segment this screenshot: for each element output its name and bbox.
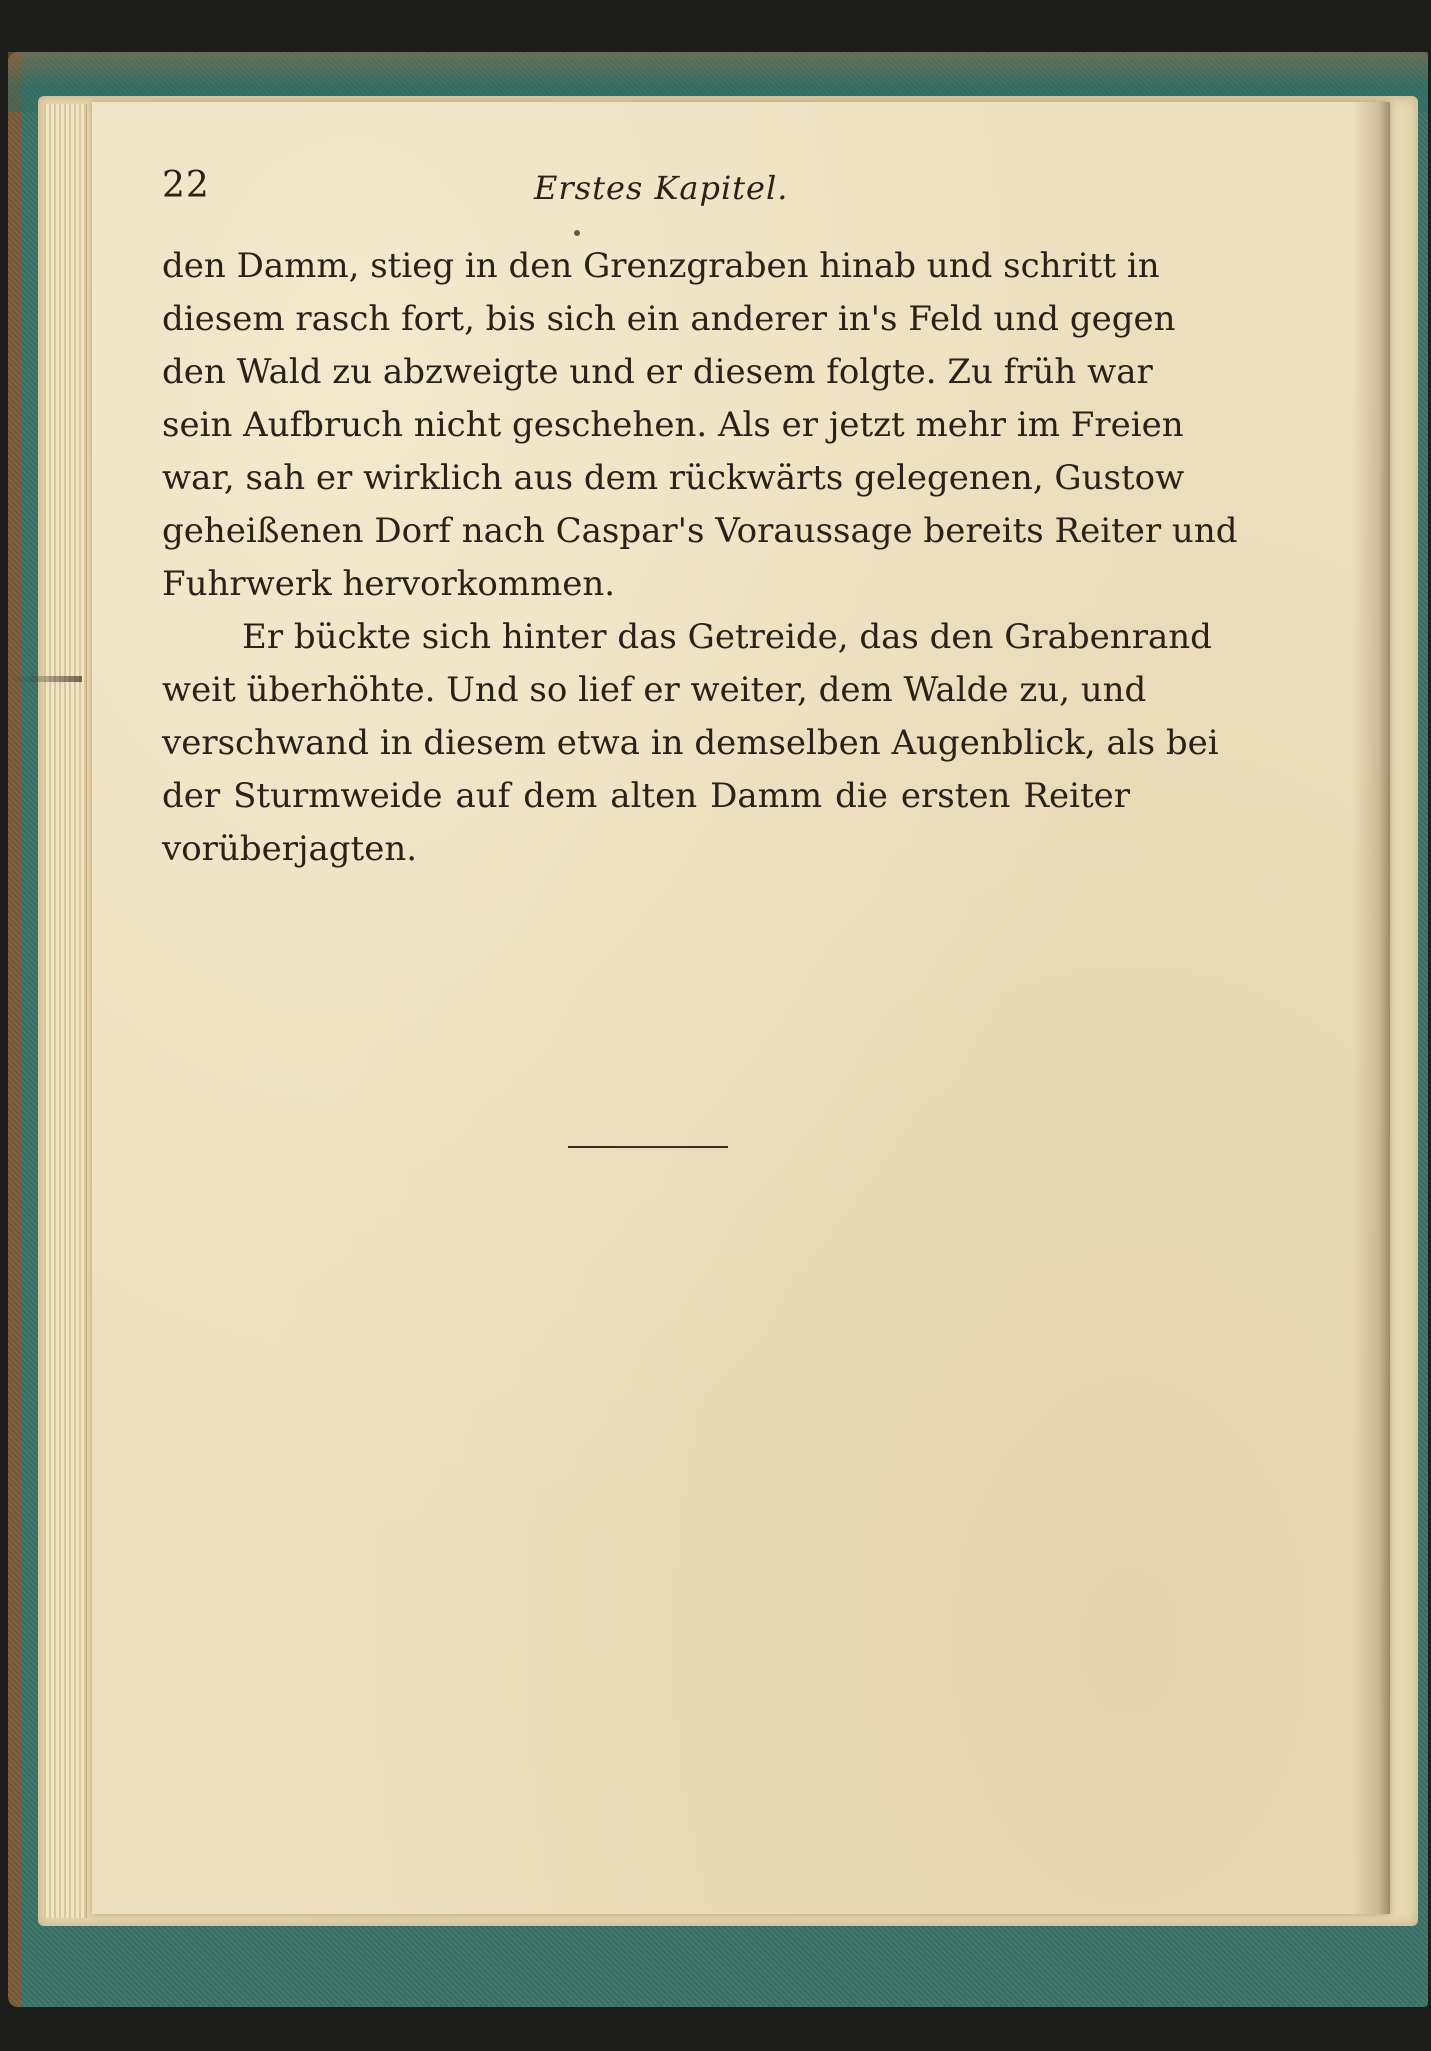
text-line: sein Aufbruch nicht geschehen. Als er jetzt mehr im Freien bbox=[162, 405, 1184, 445]
text-line: weit überhöhte. Und so lief er weiter, dem Walde zu, und bbox=[162, 670, 1147, 710]
text-line: Er bückte sich hinter das Getreide, das den Grabenrand bbox=[242, 617, 1212, 657]
text-line: den Wald zu abzweigte und er diesem folgte. Zu früh war bbox=[162, 352, 1153, 392]
text-line: verschwand in diesem etwa in demselben Augenblick, als bei bbox=[162, 723, 1219, 763]
text-line: Fuhrwerk hervorkommen. bbox=[162, 564, 616, 604]
section-end-rule bbox=[568, 1146, 728, 1148]
text-line: diesem rasch fort, bis sich ein anderer in's Feld und gegen bbox=[162, 299, 1176, 339]
page-speck bbox=[574, 230, 580, 236]
paragraph-2 bbox=[162, 611, 1219, 876]
margin-mark bbox=[12, 676, 82, 682]
running-head: Erstes Kapitel. bbox=[534, 169, 789, 207]
paragraph-1 bbox=[162, 240, 1238, 611]
text-line: geheißenen Dorf nach Caspar's Voraussage bereits Reiter und bbox=[162, 511, 1238, 551]
text-line: den Damm, stieg in den Grenzgraben hinab und schritt in bbox=[162, 246, 1160, 286]
text-line: der Sturmweide auf dem alten Damm die ersten Reiter bbox=[162, 776, 1130, 816]
page-header bbox=[162, 165, 1222, 225]
page-number: 22 bbox=[162, 165, 210, 206]
text-line: war, sah er wirklich aus dem rückwärts gelegenen, Gustow bbox=[162, 458, 1185, 498]
page-gutter bbox=[1352, 102, 1390, 1914]
body-text bbox=[162, 240, 1238, 876]
text-line: vorüberjagten. bbox=[162, 829, 418, 869]
